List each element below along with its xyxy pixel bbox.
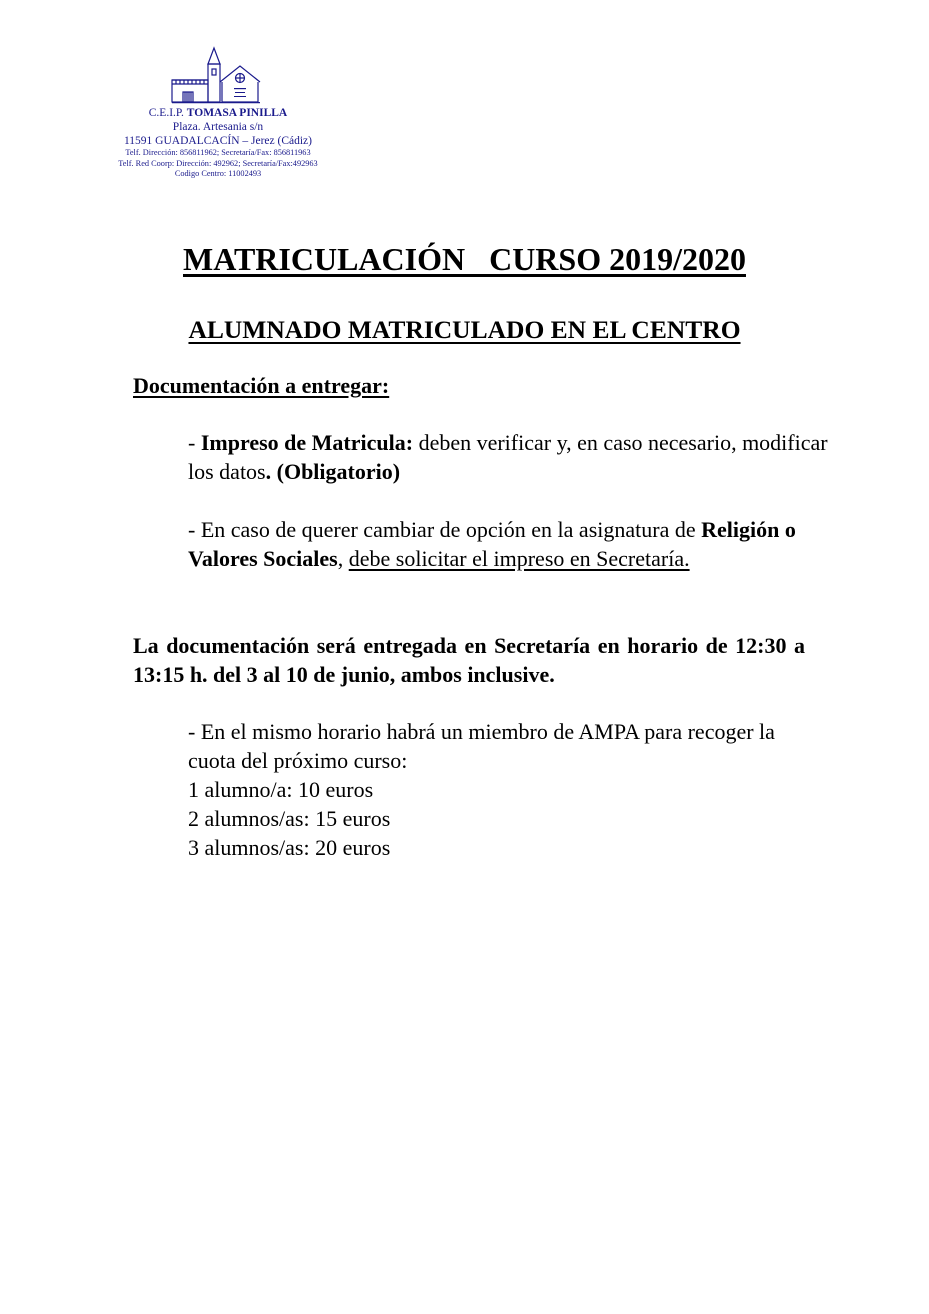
item-religion-option	[188, 515, 828, 573]
school-logo-icon	[168, 44, 268, 106]
fee-line-2: 2 alumnos/as: 15 euros	[188, 806, 391, 831]
item2-bold: Religión o Valores Sociales	[188, 517, 796, 571]
page-title-container	[0, 240, 929, 278]
page-subtitle: ALUMNADO MATRICULADO EN EL CENTRO	[188, 315, 741, 344]
section-heading: Documentación a entregar:	[133, 373, 390, 398]
school-phones-direction: Telf. Dirección: 856811962; Secretaría/Fax: 856811963	[125, 148, 311, 157]
page-subtitle-container	[0, 314, 929, 346]
fee-line-1: 1 alumno/a: 10 euros	[188, 777, 374, 802]
item1-dash: -	[188, 430, 201, 455]
letterhead	[100, 44, 336, 180]
school-center-code: Codigo Centro: 11002493	[174, 169, 262, 178]
fee-line-3: 3 alumnos/as: 20 euros	[188, 835, 391, 860]
school-phones-red-corp: Telf. Red Coorp: Dirección: 492962; Secretaría/Fax:492963	[118, 158, 318, 168]
page-title: MATRICULACIÓN CURSO 2019/2020	[183, 241, 746, 277]
item2-comma: ,	[337, 546, 349, 571]
item1-bold: Impreso de Matricula:	[200, 430, 414, 455]
ampa-text: - En el mismo horario habrá un miembro de AMPA para recoger la cuota del próximo curso:	[188, 719, 775, 773]
school-name-line	[100, 106, 336, 120]
item-enrollment-form	[188, 428, 828, 486]
school-address: Plaza. Artesania s/n	[172, 121, 264, 133]
ampa-fee-block	[188, 717, 828, 862]
school-name: TOMASA PINILLA	[186, 107, 288, 119]
item1-text: deben verificar y, en caso necesario, modificar los datos	[188, 430, 828, 484]
item2-underlined: debe solicitar el impreso en Secretaría.	[348, 546, 690, 571]
school-prefix: C.E.I.P.	[148, 107, 184, 119]
school-city: 11591 GUADALCACÍN – Jerez (Cádiz)	[123, 135, 312, 147]
delivery-notice: La documentación será entregada en Secretaría en horario de 12:30 a 13:15 h. del 3 al 10 de junio, ambos inclusive.	[133, 633, 805, 687]
item2-text: - En caso de querer cambiar de opción en la asignatura de	[188, 517, 702, 542]
item1-mandatory: . (Obligatorio)	[265, 459, 401, 484]
